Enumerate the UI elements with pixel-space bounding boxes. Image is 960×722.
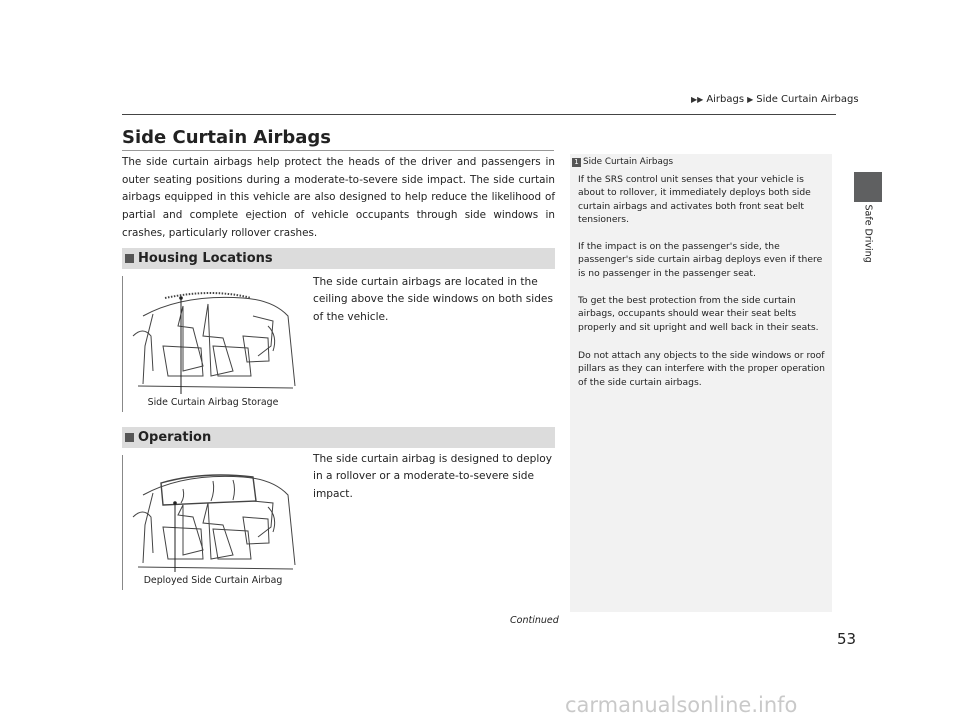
watermark: carmanualsonline.info — [565, 693, 798, 717]
breadcrumb-side-curtain[interactable]: Side Curtain Airbags — [756, 94, 859, 105]
title-divider — [122, 150, 554, 151]
figure-airbag-storage — [122, 276, 303, 412]
header-divider — [122, 114, 836, 115]
breadcrumb-arrow-icon: ▶▶ — [691, 95, 704, 104]
continued-label: Continued — [510, 615, 559, 626]
figure-caption-deployed: Deployed Side Curtain Airbag — [143, 575, 283, 586]
section-heading-housing: Housing Locations — [122, 248, 555, 269]
breadcrumb — [690, 94, 859, 105]
breadcrumb-arrow-icon: ▶ — [747, 95, 754, 104]
chapter-tab[interactable] — [854, 172, 882, 202]
figure-airbag-deployed — [122, 455, 303, 590]
note-paragraph: If the SRS control unit senses that your vehicle is about to rollover, it immediately deploys both side curtain airbags and activates both front seat belt tensioners. — [578, 174, 811, 226]
operation-paragraph: The side curtain airbag is designed to deploy in a rollover or a moderate-to-severe side impact. — [313, 453, 553, 500]
reference-number-icon: 1 — [572, 158, 581, 167]
section-heading-operation: Operation — [122, 427, 555, 448]
square-bullet-icon — [125, 433, 134, 442]
note-title: 1 Side Curtain Airbags — [572, 157, 673, 167]
page-number: 53 — [837, 630, 857, 648]
figure-caption-storage: Side Curtain Airbag Storage — [147, 397, 279, 408]
note-paragraph: Do not attach any objects to the side windows or roof pillars as they can interfere with the proper operation of the side curtain airbags. — [578, 350, 825, 388]
note-paragraph: To get the best protection from the side curtain airbags, occupants should wear their seat belts properly and sit upright and well back in their seats. — [578, 295, 819, 333]
car-interior-storage-illustration — [123, 276, 303, 412]
square-bullet-icon — [125, 254, 134, 263]
page-title: Side Curtain Airbags — [122, 127, 332, 148]
housing-paragraph: The side curtain airbags are located in the ceiling above the side windows on both sides of the vehicle. — [313, 276, 553, 323]
chapter-tab-label: Safe Driving — [862, 204, 874, 263]
breadcrumb-airbags[interactable]: Airbags — [706, 94, 745, 105]
car-interior-deployed-illustration — [123, 455, 303, 590]
note-paragraph: If the impact is on the passenger's side, the passenger's side curtain airbag deploys even if there is no passenger in the passenger seat. — [578, 241, 823, 279]
intro-paragraph: The side curtain airbags help protect the heads of the driver and passengers in outer seating positions during a moderate-to-severe side impact. The side curtain airbags equipped in this vehicle are also designed to help reduce the likelihood of partial and complete ejection of vehicle occupants through side windows in crashes, particularly rollover crashes. — [122, 156, 555, 239]
